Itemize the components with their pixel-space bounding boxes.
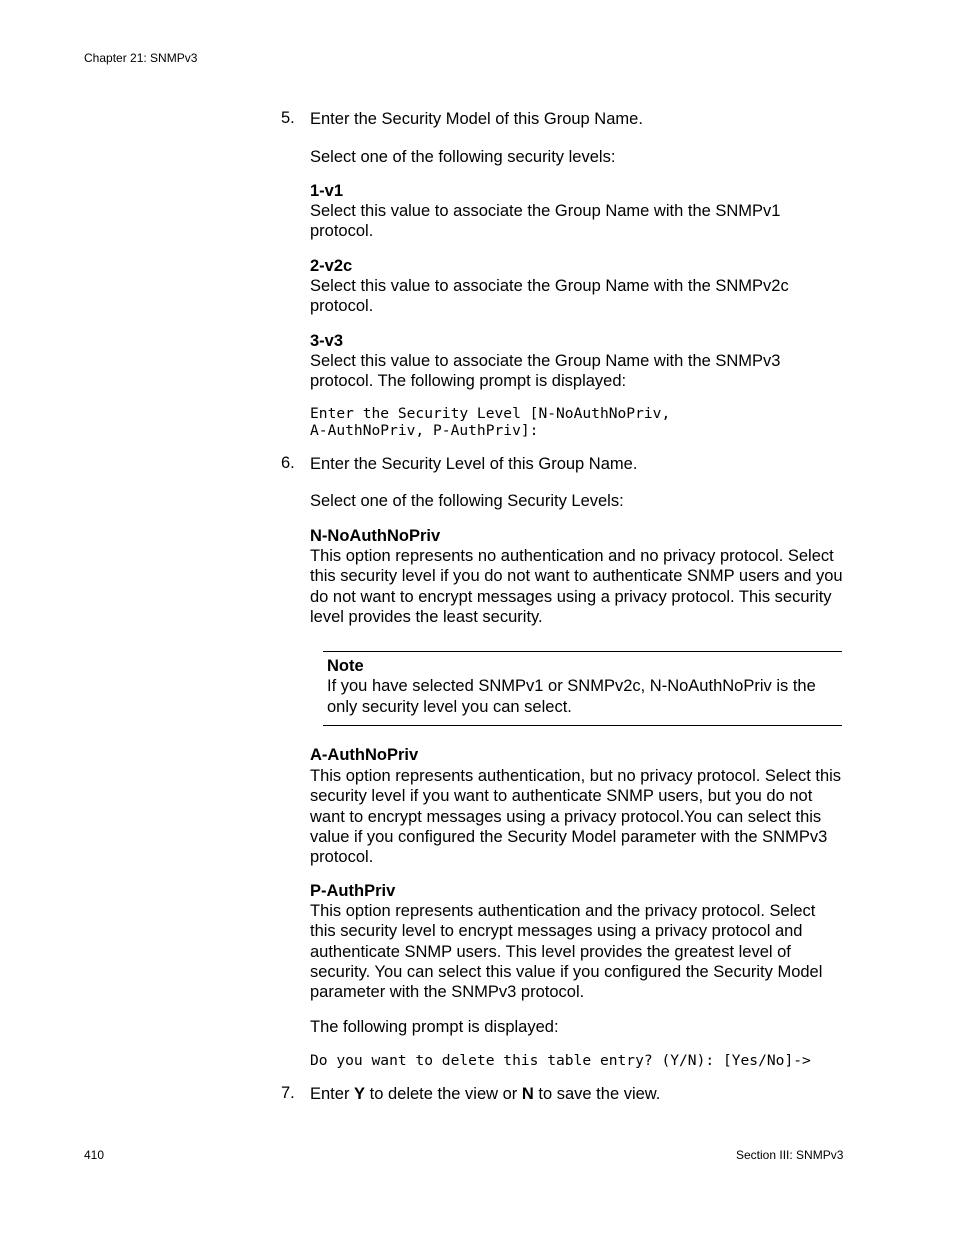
running-footer-section: Section III: SNMPv3 (736, 1148, 844, 1162)
security-level-prompt-line-2: A-AuthNoPriv, P-AuthPriv]: (310, 422, 539, 439)
option-term-3-v3: 3-v3 (310, 332, 344, 350)
option-desc-1-v1: Select this value to associate the Group Name with the SNMPv1 protocol. (310, 202, 781, 241)
step-5-intro: Select one of the following security levels: (310, 148, 616, 166)
step-5-number: 5. (281, 109, 295, 127)
note-title: Note (327, 657, 364, 675)
step-7-post: to save the view. (533, 1085, 661, 1103)
security-level-prompt-line-1: Enter the Security Level [N-NoAuthNoPriv, (310, 405, 671, 422)
page-number: 410 (84, 1148, 105, 1162)
step-7-text (310, 1084, 845, 1104)
delete-entry-prompt: Do you want to delete this table entry? (Y/N): [Yes/No]-> (310, 1052, 811, 1069)
option-desc-3-v3: Select this value to associate the Group Name with the SNMPv3 protocol. The following prompt is displayed: (310, 352, 781, 391)
note-box (323, 651, 842, 726)
option-desc-p-authpriv: This option represents authentication and the privacy protocol. Select this security level to encrypt messages using a privacy protocol and authenticate SNMP users. This level provides the greatest level of security. You can select this value if you configured the Security Model parameter with the SNMPv3 protocol. (310, 902, 823, 1002)
option-term-2-v2c: 2-v2c (310, 257, 353, 275)
step-7-number: 7. (281, 1084, 295, 1102)
step-6-text: Enter the Security Level of this Group Name. (310, 455, 638, 473)
step-7-mid: to delete the view or (365, 1085, 522, 1103)
option-desc-2-v2c: Select this value to associate the Group Name with the SNMPv2c protocol. (310, 277, 789, 316)
step-6-number: 6. (281, 454, 295, 472)
option-term-p-authpriv: P-AuthPriv (310, 882, 396, 900)
option-term-1-v1: 1-v1 (310, 182, 344, 200)
option-desc-a-authnopriv: This option represents authentication, but no privacy protocol. Select this security level if you want to authenticate SNMP users, but you do not want to encrypt messages using a privacy protocol.You can select this value if you configured the Security Model parameter with the SNMPv3 protocol. (310, 767, 842, 867)
option-term-a-authnopriv: A-AuthNoPriv (310, 746, 419, 764)
step-7-pre: Enter (310, 1085, 355, 1103)
option-term-n-noauthnopriv: N-NoAuthNoPriv (310, 527, 441, 545)
step-6-intro: Select one of the following Security Levels: (310, 492, 624, 510)
key-n: N (521, 1085, 534, 1103)
step-5-text: Enter the Security Model of this Group Name. (310, 110, 643, 128)
option-desc-n-noauthnopriv: This option represents no authentication and no privacy protocol. Select this security level if you do not want to authenticate SNMP users and you do not want to encrypt messages using a privacy protocol. This security level provides the least security. (310, 547, 843, 626)
note-text: If you have selected SNMPv1 or SNMPv2c, N-NoAuthNoPriv is the only security level you can select. (327, 677, 816, 716)
prompt-intro: The following prompt is displayed: (310, 1018, 559, 1036)
key-y: Y (354, 1085, 366, 1103)
running-header: Chapter 21: SNMPv3 (84, 51, 198, 65)
